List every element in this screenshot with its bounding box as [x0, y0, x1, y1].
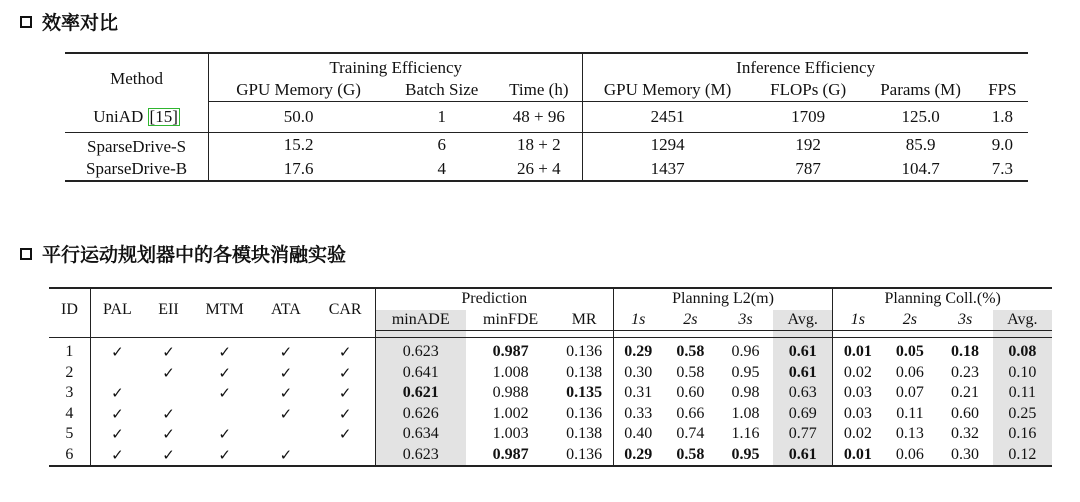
column-header: FLOPs (G): [752, 79, 864, 102]
table-cell: 0.01: [833, 445, 883, 467]
checkmark-icon: ✓: [162, 343, 175, 361]
empty-cell: [90, 363, 144, 384]
table-cell: 0.03: [833, 383, 883, 404]
spacer-cell: [993, 331, 1052, 338]
prediction-header: Prediction: [375, 288, 613, 310]
section-title-efficiency: [20, 8, 118, 35]
checkmark-icon: ✓: [279, 363, 293, 382]
table-cell: 50.0: [209, 102, 388, 133]
planning-l2-header: Planning L2(m): [613, 288, 833, 310]
table-cell: 0.69: [773, 404, 833, 425]
table-cell: 0.58: [676, 445, 705, 463]
table-cell: 0.77: [773, 424, 833, 445]
table-cell: 0.32: [951, 425, 980, 442]
section-title-text: 效率对比: [42, 12, 119, 34]
table-cell: 0.29: [613, 445, 663, 467]
method-cell: UniAD [15]: [65, 102, 209, 133]
table-cell: 17.6: [209, 158, 388, 181]
table-cell: 0.31: [613, 383, 663, 404]
table-cell: 0.98: [731, 384, 760, 401]
table-cell: 0.988: [492, 384, 529, 401]
table-cell: 192: [795, 135, 821, 154]
table-cell: 1.08: [731, 404, 760, 422]
table-cell: 1.002: [492, 404, 529, 422]
table-cell: 0.58: [676, 343, 705, 360]
table-cell: 0.11: [993, 383, 1052, 404]
table-row: [49, 383, 1052, 404]
table-cell: 0.61: [773, 342, 833, 363]
table-cell: 0.641: [375, 363, 465, 384]
module-header: ATA: [271, 300, 301, 318]
checkmark-icon: ✓: [218, 363, 231, 382]
module-header: MTM: [205, 300, 244, 318]
table-cell: 104.7: [901, 158, 940, 178]
table-cell: 787: [795, 158, 821, 178]
checkmark-icon: ✓: [162, 363, 175, 382]
table-row: [65, 102, 1028, 133]
checkmark-icon: ✓: [162, 445, 175, 464]
table-cell: 0.95: [731, 363, 760, 381]
id-cell: 4: [65, 404, 74, 422]
table-cell: 0.29: [613, 342, 663, 363]
table-cell: 2451: [583, 102, 752, 133]
table-cell: 48 + 96: [495, 102, 582, 133]
method-cell: SparseDrive-B: [86, 158, 188, 178]
table-cell: 9.0: [991, 135, 1014, 154]
citation-link[interactable]: [15]: [149, 106, 178, 126]
column-header: GPU Memory (G): [209, 79, 388, 102]
table-cell: 1.003: [492, 425, 529, 442]
spacer-cell: [937, 331, 992, 338]
table-cell: 0.23: [951, 363, 980, 381]
table-cell: 0.11: [896, 404, 924, 422]
checkmark-icon: ✓: [90, 424, 144, 445]
table-cell: 0.634: [375, 424, 465, 445]
table-cell: 0.60: [676, 384, 705, 401]
table-cell: 0.136: [566, 445, 603, 463]
column-header: FPS: [977, 79, 1028, 102]
checkmark-icon: ✓: [162, 404, 175, 423]
spacer-cell: [882, 331, 937, 338]
spacer-cell: [193, 331, 256, 338]
spacer-cell: [833, 331, 883, 338]
training-efficiency-header: Training Efficiency: [209, 53, 583, 79]
checkmark-icon: ✓: [279, 343, 293, 361]
checkmark-icon: ✓: [90, 445, 144, 467]
table-cell: 6: [437, 135, 446, 154]
square-bullet-icon: [20, 248, 32, 260]
id-cell: 3: [65, 384, 74, 401]
table-cell: 15.2: [209, 132, 388, 158]
checkmark-icon: ✓: [90, 404, 144, 425]
id-header: ID: [60, 300, 78, 318]
empty-cell: [316, 445, 376, 467]
checkmark-icon: ✓: [279, 445, 293, 464]
column-header: Time (h): [495, 79, 582, 102]
id-cell: 1: [65, 343, 74, 360]
checkmark-icon: ✓: [218, 343, 231, 361]
table-cell: 0.621: [375, 383, 465, 404]
table-cell: 0.626: [375, 404, 465, 425]
spacer-cell: [256, 331, 315, 338]
table-cell: 0.02: [833, 424, 883, 445]
spacer-cell: [663, 331, 718, 338]
table-cell: 26 + 4: [517, 158, 561, 178]
table-cell: 7.3: [991, 158, 1014, 178]
table-cell: 0.12: [993, 445, 1052, 467]
spacer-cell: [556, 331, 614, 338]
checkmark-icon: ✓: [338, 384, 352, 402]
checkmark-icon: ✓: [338, 425, 352, 443]
table-row: [49, 445, 1052, 467]
table-cell: 0.30: [951, 445, 980, 463]
table-cell: 4: [437, 158, 446, 178]
table-cell: 0.06: [895, 363, 924, 381]
ablation-table: [49, 287, 1052, 467]
planning-coll-header: Planning Coll.(%): [833, 288, 1052, 310]
id-cell: 5: [65, 425, 74, 442]
table-cell: 0.135: [566, 384, 603, 401]
spacer-cell: [375, 331, 465, 338]
table-cell: 1294: [583, 132, 752, 158]
table-cell: 0.74: [676, 425, 705, 442]
column-header: Params (M): [864, 79, 976, 102]
table-cell: 1: [388, 102, 495, 133]
table-cell: 0.06: [895, 445, 924, 463]
table-cell: 0.95: [731, 445, 760, 463]
checkmark-icon: ✓: [218, 445, 231, 464]
table-cell: 0.08: [993, 342, 1052, 363]
table-cell: 0.18: [951, 343, 980, 360]
column-header: minADE: [375, 310, 465, 331]
table-cell: 0.138: [566, 425, 603, 442]
table-cell: 0.623: [375, 342, 465, 363]
table-row: [49, 342, 1052, 363]
table-cell: 0.987: [492, 445, 529, 463]
spacer-cell: [316, 331, 376, 338]
column-header: GPU Memory (M): [583, 79, 752, 102]
table-cell: 0.05: [895, 343, 924, 360]
checkmark-icon: ✓: [90, 383, 144, 404]
table-cell: 0.987: [492, 343, 529, 360]
column-header: 2s: [882, 310, 937, 331]
empty-cell: [256, 424, 315, 445]
module-header: CAR: [328, 300, 362, 318]
empty-cell: [144, 383, 193, 404]
column-header: 3s: [937, 310, 992, 331]
checkmark-icon: ✓: [90, 342, 144, 363]
table-cell: 0.136: [566, 343, 603, 360]
column-header: 1s: [613, 310, 663, 331]
table-cell: 0.30: [613, 363, 663, 384]
spacer-cell: [144, 331, 193, 338]
table-cell: 0.13: [895, 425, 924, 442]
table-row: [49, 404, 1052, 425]
spacer-cell: [613, 331, 663, 338]
table-cell: 85.9: [905, 135, 936, 154]
checkmark-icon: ✓: [218, 425, 231, 443]
column-header: 2s: [663, 310, 718, 331]
table-cell: 1.8: [977, 102, 1028, 133]
table-cell: 0.07: [895, 384, 924, 401]
empty-cell: [193, 404, 256, 425]
column-header: Avg.: [993, 310, 1052, 331]
square-bullet-icon: [20, 16, 32, 28]
checkmark-icon: ✓: [338, 404, 352, 423]
table-cell: 0.10: [993, 363, 1052, 384]
column-header: 1s: [833, 310, 883, 331]
table-row: [49, 424, 1052, 445]
table-cell: 0.40: [613, 424, 663, 445]
table-cell: 0.623: [375, 445, 465, 467]
section-title-text: 平行运动规划器中的各模块消融实验: [42, 244, 347, 266]
table-cell: 0.138: [566, 363, 603, 381]
column-header: 3s: [718, 310, 773, 331]
table-cell: 1.16: [731, 425, 760, 442]
spacer-cell: [49, 331, 90, 338]
table-row: [49, 363, 1052, 384]
table-cell: 0.63: [773, 383, 833, 404]
checkmark-icon: ✓: [279, 404, 293, 423]
table-cell: 1437: [583, 158, 752, 181]
table-cell: 18 + 2: [517, 135, 561, 154]
table-cell: 0.61: [773, 445, 833, 467]
table-cell: 0.01: [833, 342, 883, 363]
table-cell: 0.61: [773, 363, 833, 384]
efficiency-table: [65, 52, 1028, 182]
table-cell: 0.136: [566, 404, 603, 422]
module-header: EII: [158, 300, 179, 318]
table-cell: 0.16: [993, 424, 1052, 445]
table-row: [65, 158, 1028, 181]
id-cell: 2: [65, 363, 74, 381]
table-cell: 0.58: [676, 363, 705, 381]
method-header: Method: [110, 69, 163, 89]
table-cell: 1.008: [492, 363, 529, 381]
table-cell: 125.0: [864, 102, 976, 133]
table-cell: 0.02: [833, 363, 883, 384]
table-cell: 0.33: [613, 404, 663, 425]
spacer-cell: [466, 331, 556, 338]
table-cell: 0.66: [676, 404, 705, 422]
checkmark-icon: ✓: [338, 363, 352, 382]
spacer-cell: [773, 331, 833, 338]
column-header: MR: [556, 310, 614, 331]
spacer-cell: [90, 331, 144, 338]
method-cell: SparseDrive-S: [86, 136, 187, 156]
table-cell: 0.21: [951, 384, 980, 401]
table-row: [65, 132, 1028, 158]
spacer-cell: [718, 331, 773, 338]
table-cell: 0.03: [833, 404, 883, 425]
section-title-ablation: [20, 240, 346, 267]
column-header: Avg.: [773, 310, 833, 331]
column-header: minFDE: [466, 310, 556, 331]
id-cell: 6: [65, 445, 74, 463]
table-cell: 0.25: [993, 404, 1052, 425]
table-cell: 0.60: [951, 404, 980, 422]
module-header: PAL: [90, 288, 144, 331]
table-cell: 1709: [752, 102, 864, 133]
table-cell: 0.96: [731, 343, 760, 360]
checkmark-icon: ✓: [338, 343, 352, 361]
column-header: Batch Size: [388, 79, 495, 102]
checkmark-icon: ✓: [162, 425, 175, 443]
checkmark-icon: ✓: [218, 384, 231, 402]
checkmark-icon: ✓: [279, 384, 293, 402]
inference-efficiency-header: Inference Efficiency: [583, 53, 1028, 79]
